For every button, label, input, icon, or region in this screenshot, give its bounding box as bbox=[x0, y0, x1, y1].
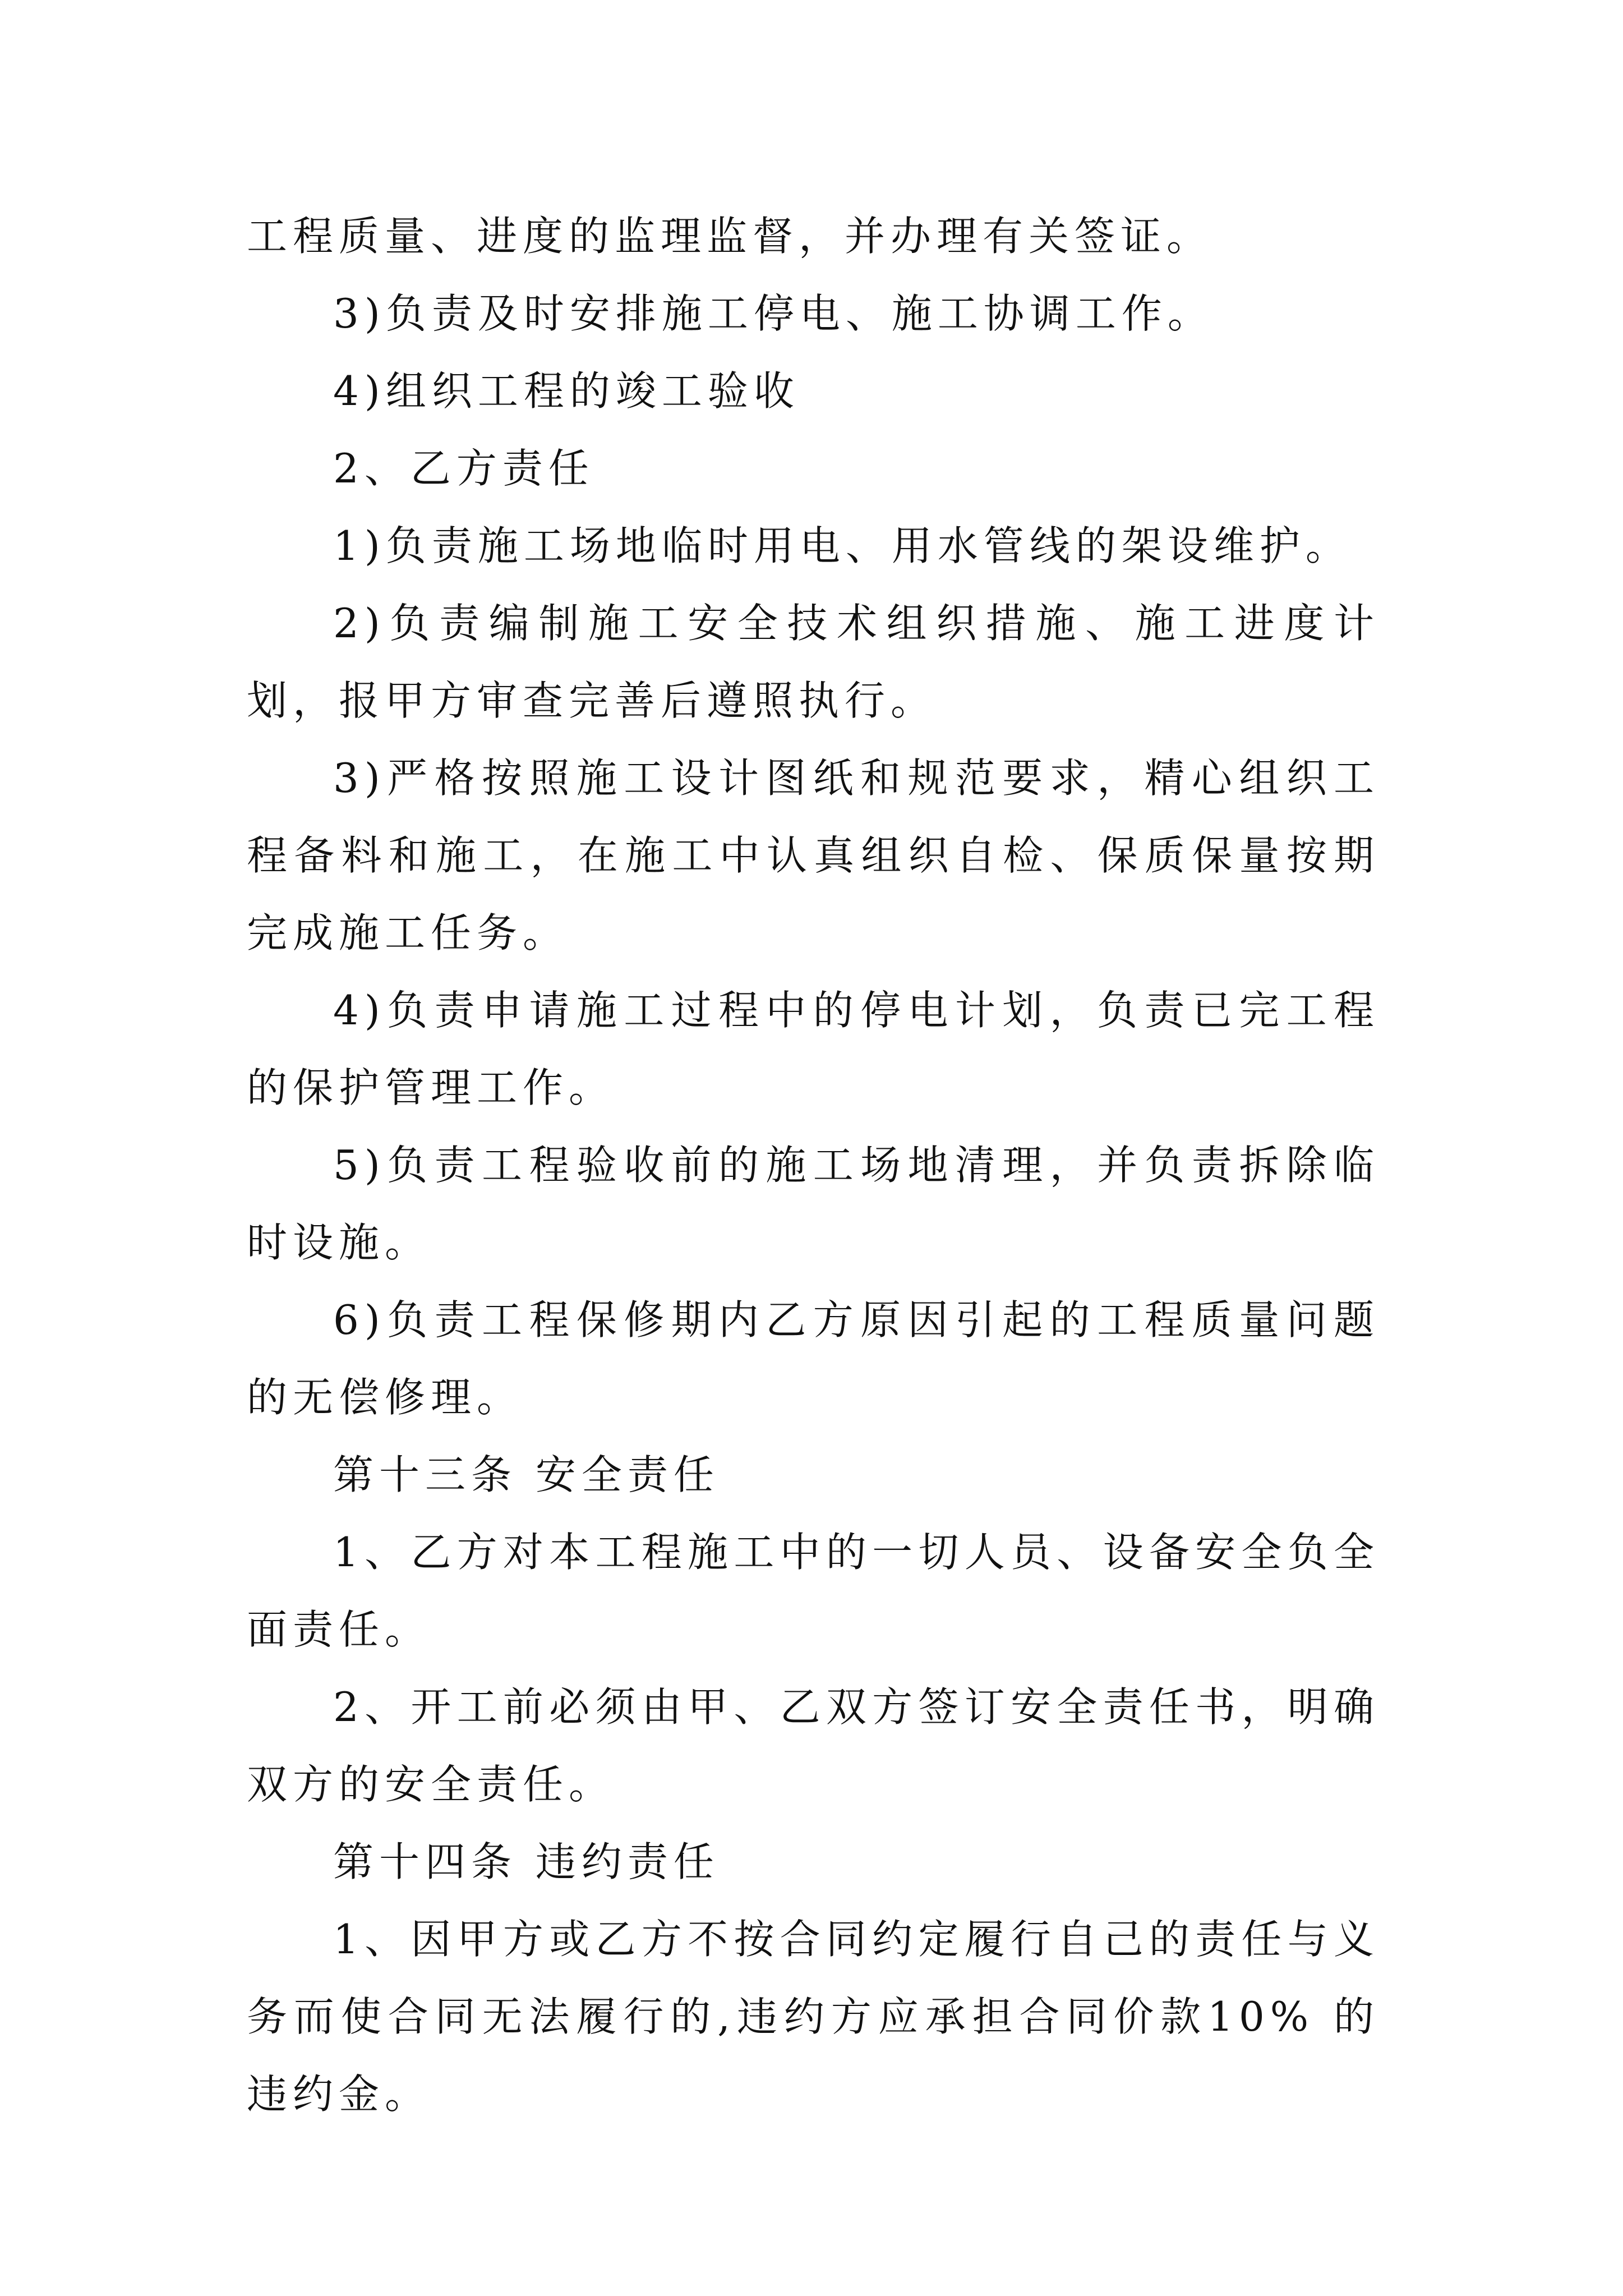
paragraph-item: 1)负责施工场地临时用电、用水管线的架设维护。 bbox=[333, 522, 1352, 569]
paragraph-item: 2、开工前必须由甲、乙双方签订安全责任书，明确双方的安全责任。 bbox=[247, 1683, 1380, 1808]
article-heading: 第十三条 安全责任 bbox=[333, 1451, 720, 1498]
paragraph-item: 1、因甲方或乙方不按合同约定履行自己的责任与义务而使合同无法履行的,违约方应承担合同价款10% 的违约金。 bbox=[247, 1916, 1380, 2118]
paragraph-item: 3)负责及时安排施工停电、施工协调工作。 bbox=[333, 290, 1214, 337]
paragraph-item: 4)组织工程的竣工验收 bbox=[333, 367, 800, 415]
paragraph-continuation: 工程质量、进度的监理监督，并办理有关签证。 bbox=[247, 213, 1213, 260]
paragraph-item: 1、乙方对本工程施工中的一切人员、设备安全负全面责任。 bbox=[247, 1529, 1380, 1653]
paragraph-item: 2)负责编制施工安全技术组织措施、施工进度计划，报甲方审查完善后遵照执行。 bbox=[247, 600, 1380, 724]
document-body bbox=[247, 197, 1380, 2133]
paragraph-item: 6)负责工程保修期内乙方原因引起的工程质量问题的无偿修理。 bbox=[247, 1296, 1380, 1421]
paragraph-item: 5)负责工程验收前的施工场地清理，并负责拆除临时设施。 bbox=[247, 1142, 1380, 1266]
section-heading: 2、乙方责任 bbox=[333, 445, 594, 492]
paragraph-item: 3)严格按照施工设计图纸和规范要求，精心组织工程备料和施工，在施工中认真组织自检、保质保量按期完成施工任务。 bbox=[247, 754, 1380, 956]
article-heading: 第十四条 违约责任 bbox=[333, 1838, 720, 1885]
paragraph-item: 4)负责申请施工过程中的停电计划，负责已完工程的保护管理工作。 bbox=[247, 987, 1380, 1111]
